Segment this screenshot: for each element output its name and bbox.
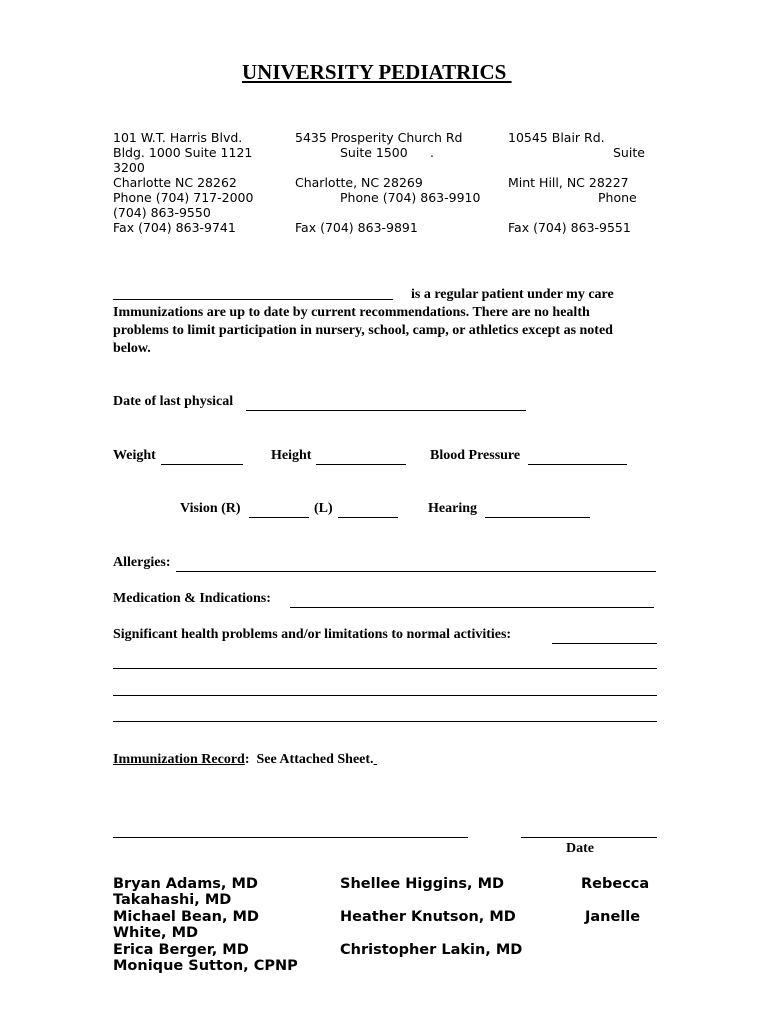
immunization-record — [113, 752, 377, 768]
address-line: Phone — [598, 190, 637, 205]
address-line: Bldg. 1000 Suite 1121 — [113, 145, 253, 160]
immunization-text: : See Attached Sheet. — [244, 752, 374, 767]
address-line: 5435 Prosperity Church Rd — [295, 130, 463, 145]
address-line: Fax (704) 863-9891 — [295, 220, 418, 235]
doctor-name: Janelle — [585, 909, 641, 925]
weight-field[interactable] — [161, 464, 243, 465]
significant-problems-field[interactable] — [552, 643, 657, 644]
doctor-name: Takahashi, MD — [113, 892, 232, 908]
doctor-name: Monique Sutton, CPNP — [113, 958, 298, 974]
allergies-label: Allergies: — [113, 555, 171, 570]
significant-problems-line[interactable] — [113, 721, 657, 722]
last-physical-label: Date of last physical — [113, 394, 234, 409]
vision-right-label: Vision (R) — [180, 501, 241, 516]
doctor-name: White, MD — [113, 925, 199, 941]
address-line: 10545 Blair Rd. — [508, 130, 605, 145]
doctor-name: Heather Knutson, MD — [340, 909, 516, 925]
page-title: UNIVERSITY PEDIATRICS — [242, 60, 512, 84]
hearing-label: Hearing — [428, 501, 477, 516]
address-line: (704) 863-9550 — [113, 205, 211, 220]
address-line: 3200 — [113, 160, 145, 175]
address-line: Charlotte NC 28262 — [113, 175, 237, 190]
doctor-name: Christopher Lakin, MD — [340, 942, 523, 958]
address-line: Mint Hill, NC 28227 — [508, 175, 629, 190]
last-physical-field[interactable] — [246, 410, 526, 411]
doctor-name: Rebecca — [581, 876, 650, 892]
blood-pressure-label: Blood Pressure — [430, 448, 521, 463]
height-label: Height — [271, 448, 312, 463]
address-line: Phone (704) 863-9910 — [340, 190, 481, 205]
statement-line: is a regular patient under my care — [411, 287, 614, 302]
vision-left-label: (L) — [314, 501, 333, 516]
vision-right-field[interactable] — [249, 517, 309, 518]
patient-name-blank[interactable]: ________________________________________ — [113, 287, 393, 302]
date-line[interactable] — [521, 837, 657, 838]
address-line: Phone (704) 717-2000 — [113, 190, 254, 205]
vision-left-field[interactable] — [338, 517, 398, 518]
date-label: Date — [566, 841, 594, 856]
address-line: Suite 1500 — [340, 145, 408, 160]
statement-line: problems to limit participation in nursery, school, camp, or athletics except as noted — [113, 323, 613, 338]
statement-line: Immunizations are up to date by current recommendations. There are no health — [113, 305, 590, 320]
address-line: Charlotte, NC 28269 — [295, 175, 423, 190]
significant-problems-label: Significant health problems and/or limitations to normal activities: — [113, 627, 512, 642]
significant-problems-line[interactable] — [113, 668, 657, 669]
address-line: Suite — [613, 145, 645, 160]
address-line: Fax (704) 863-9741 — [113, 220, 236, 235]
doctor-name: Shellee Higgins, MD — [340, 876, 505, 892]
address-line: . — [430, 145, 434, 160]
medication-label: Medication & Indications: — [113, 591, 271, 606]
doctor-name: Bryan Adams, MD — [113, 876, 258, 892]
statement-line: below. — [113, 341, 151, 356]
doctor-name: Michael Bean, MD — [113, 909, 259, 925]
weight-label: Weight — [113, 448, 156, 463]
doctor-name: Erica Berger, MD — [113, 942, 249, 958]
hearing-field[interactable] — [485, 517, 590, 518]
height-field[interactable] — [316, 464, 406, 465]
address-line: 101 W.T. Harris Blvd. — [113, 130, 243, 145]
immunization-label: Immunization Record — [113, 752, 245, 767]
address-line: Fax (704) 863-9551 — [508, 220, 631, 235]
allergies-field[interactable] — [176, 571, 656, 572]
blood-pressure-field[interactable] — [528, 464, 627, 465]
significant-problems-line[interactable] — [113, 695, 657, 696]
signature-line[interactable] — [113, 837, 468, 838]
medication-field[interactable] — [290, 607, 654, 608]
